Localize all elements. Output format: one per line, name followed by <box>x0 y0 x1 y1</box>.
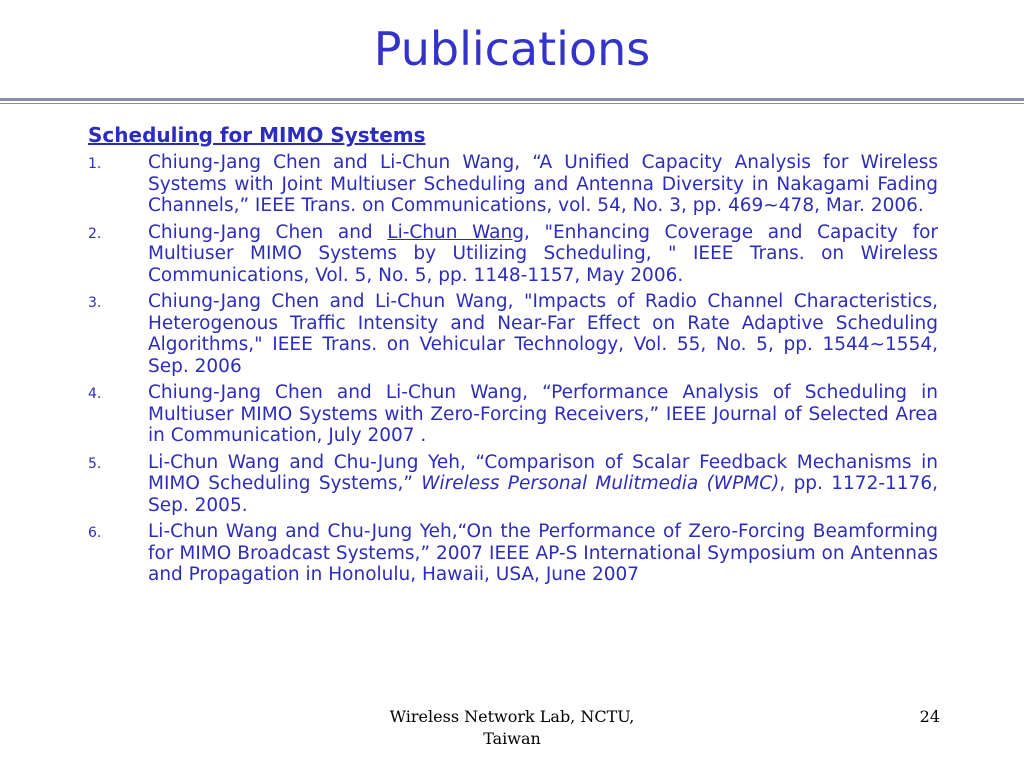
publication-details: , pp. 1172-1176, Sep. 2005. <box>148 473 938 516</box>
publication-text: Li-Chun Wang and Chu-Jung Yeh,“On the Performance of Zero-Forcing Beamforming for MIMO Broadcast Systems,” 2007 IEEE AP-S International Symposium on Antennas and Propagation in Honolulu, Hawaii, USA, June 2007 <box>148 521 938 585</box>
publication-item-6 <box>88 521 938 586</box>
publication-text <box>148 452 938 517</box>
footer-line-1: Wireless Network Lab, NCTU, <box>389 707 635 726</box>
page-number: 24 <box>919 707 940 726</box>
list-number: 1. <box>88 156 102 172</box>
list-number: 3. <box>88 295 102 311</box>
list-number: 5. <box>88 455 102 472</box>
publication-authors-title: Li-Chun Wang and Chu-Jung Yeh, “Comparison of Scalar Feedback Mechanisms in MIMO Scheduling Systems,” <box>148 451 938 494</box>
publication-details: , "Enhancing Coverage and Capacity for Multiuser MIMO Systems by Utilizing Scheduling, " IEEE Trans. on Wireless Communications, Vol. 5, No. 5, pp. 1148-1157, May 2006. <box>148 221 939 286</box>
slide-content <box>88 122 938 591</box>
title-divider-thick <box>0 98 1024 101</box>
publication-text: Chiung-Jang Chen and Li-Chun Wang, "Impacts of Radio Channel Characteristics, Heterogenous Traffic Intensity and Near-Far Effect on Rate Adaptive Scheduling Algorithms," IEEE Trans. on Vehicular Technology, Vol. 55, No. 5, pp. 1544~1554, Sep. 2006 <box>148 291 938 377</box>
publication-venue: Wireless Personal Mulitmedia (WPMC) <box>421 473 780 494</box>
publication-item-3 <box>88 291 938 377</box>
publication-item-2 <box>88 222 938 287</box>
publication-text <box>148 222 938 287</box>
footer-line-2: Taiwan <box>483 729 541 748</box>
list-number: 2. <box>88 225 102 242</box>
publication-text: Chiung-Jang Chen and Li-Chun Wang, “Performance Analysis of Scheduling in Multiuser MIMO Systems with Zero-Forcing Receivers,” IEEE Journal of Selected Area in Communication, July 2007 . <box>148 382 938 446</box>
publication-text: Chiung-Jang Chen and Li-Chun Wang, “A Unified Capacity Analysis for Wireless Systems with Joint Multiuser Scheduling and Antenna Diversity in Nakagami Fading Channels,” IEEE Trans. on Communications, vol. 54, No. 3, pp. 469~478, Mar. 2006. <box>148 152 938 216</box>
list-number: 6. <box>88 525 102 541</box>
list-number: 4. <box>88 386 102 402</box>
title-divider-thin <box>0 103 1024 104</box>
publication-authors: Chiung-Jang Chen and <box>148 221 388 243</box>
publication-item-1 <box>88 152 938 217</box>
section-heading: Scheduling for MIMO Systems <box>88 123 426 147</box>
publication-item-5 <box>88 452 938 517</box>
footer-affiliation <box>362 706 662 750</box>
publication-item-4 <box>88 382 938 447</box>
author-link[interactable]: Li-Chun Wang <box>387 221 524 243</box>
slide-title: Publications <box>373 22 651 76</box>
publication-list <box>88 152 938 586</box>
